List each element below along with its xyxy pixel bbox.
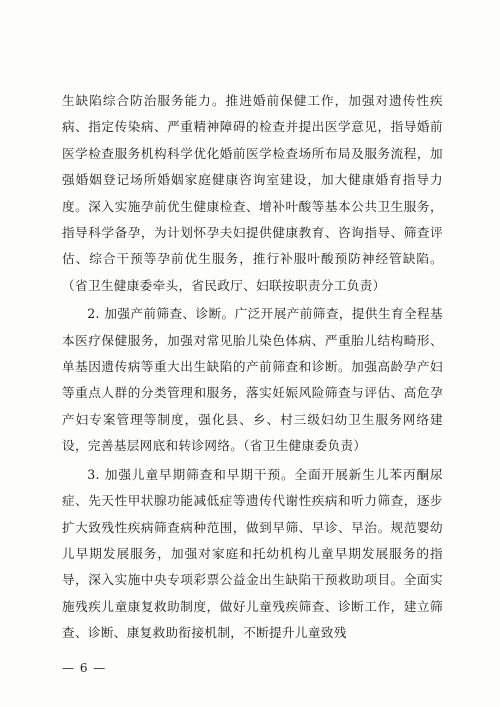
paragraph-continuation: 生缺陷综合防治服务能力。推进婚前保健工作，加强对遗传性疾病、指定传染病、严重精神障碍的检查并提出医学意见，指导婚前医学检查服务机构科学优化婚前医学检查场所布局及服务流程，加强婚姻登记场所婚姻家庭健康咨询室建设，加大健康婚育指导力度。深入实施孕前优生健康检查、增补叶酸等基本公共卫生服务，指导科学备孕，为计划怀孕夫妇提供健康教育、咨询指导、筛查评估、综合干预等孕前优生服务，推行补服叶酸预防神经管缺陷。（省卫生健康委牵头，省民政厅、妇联按职责分工负责） [62, 93, 443, 293]
paragraph-child-early-screening: 3. 加强儿童早期筛查和早期干预。全面开展新生儿苯丙酮尿症、先天性甲状腺功能减低症等遗传代谢性疾病和听力筛查，逐步扩大致残性疾病筛查病种范围，做到早筛、早诊、早治。规范婴幼儿早期发展服务，加强对家庭和托幼机构儿童早期发展服务的指导，深入实施中央专项彩票公益金出生缺陷干预救助项目。全面实施残疾儿童康复救助制度，做好儿童残疾筛查、诊断工作，建立筛查、诊断、康复救助衔接机制，不断提升儿童致残 [62, 466, 443, 641]
paragraph-prenatal-screening: 2. 加强产前筛查、诊断。广泛开展产前筛查，提供生育全程基本医疗保健服务，加强对常见胎儿染色体病、严重胎儿结构畸形、单基因遗传病等重大出生缺陷的产前筛查和诊断。加强高龄孕产妇等重点人群的分类管理和服务，落实妊娠风险筛查与评估、高危孕产妇专案管理等制度，强化县、乡、村三级妇幼卫生服务网络建设，完善基层网底和转诊网络。（省卫生健康委负责） [62, 306, 443, 454]
page-number: — 6 — [62, 661, 107, 675]
body-text [62, 88, 443, 649]
